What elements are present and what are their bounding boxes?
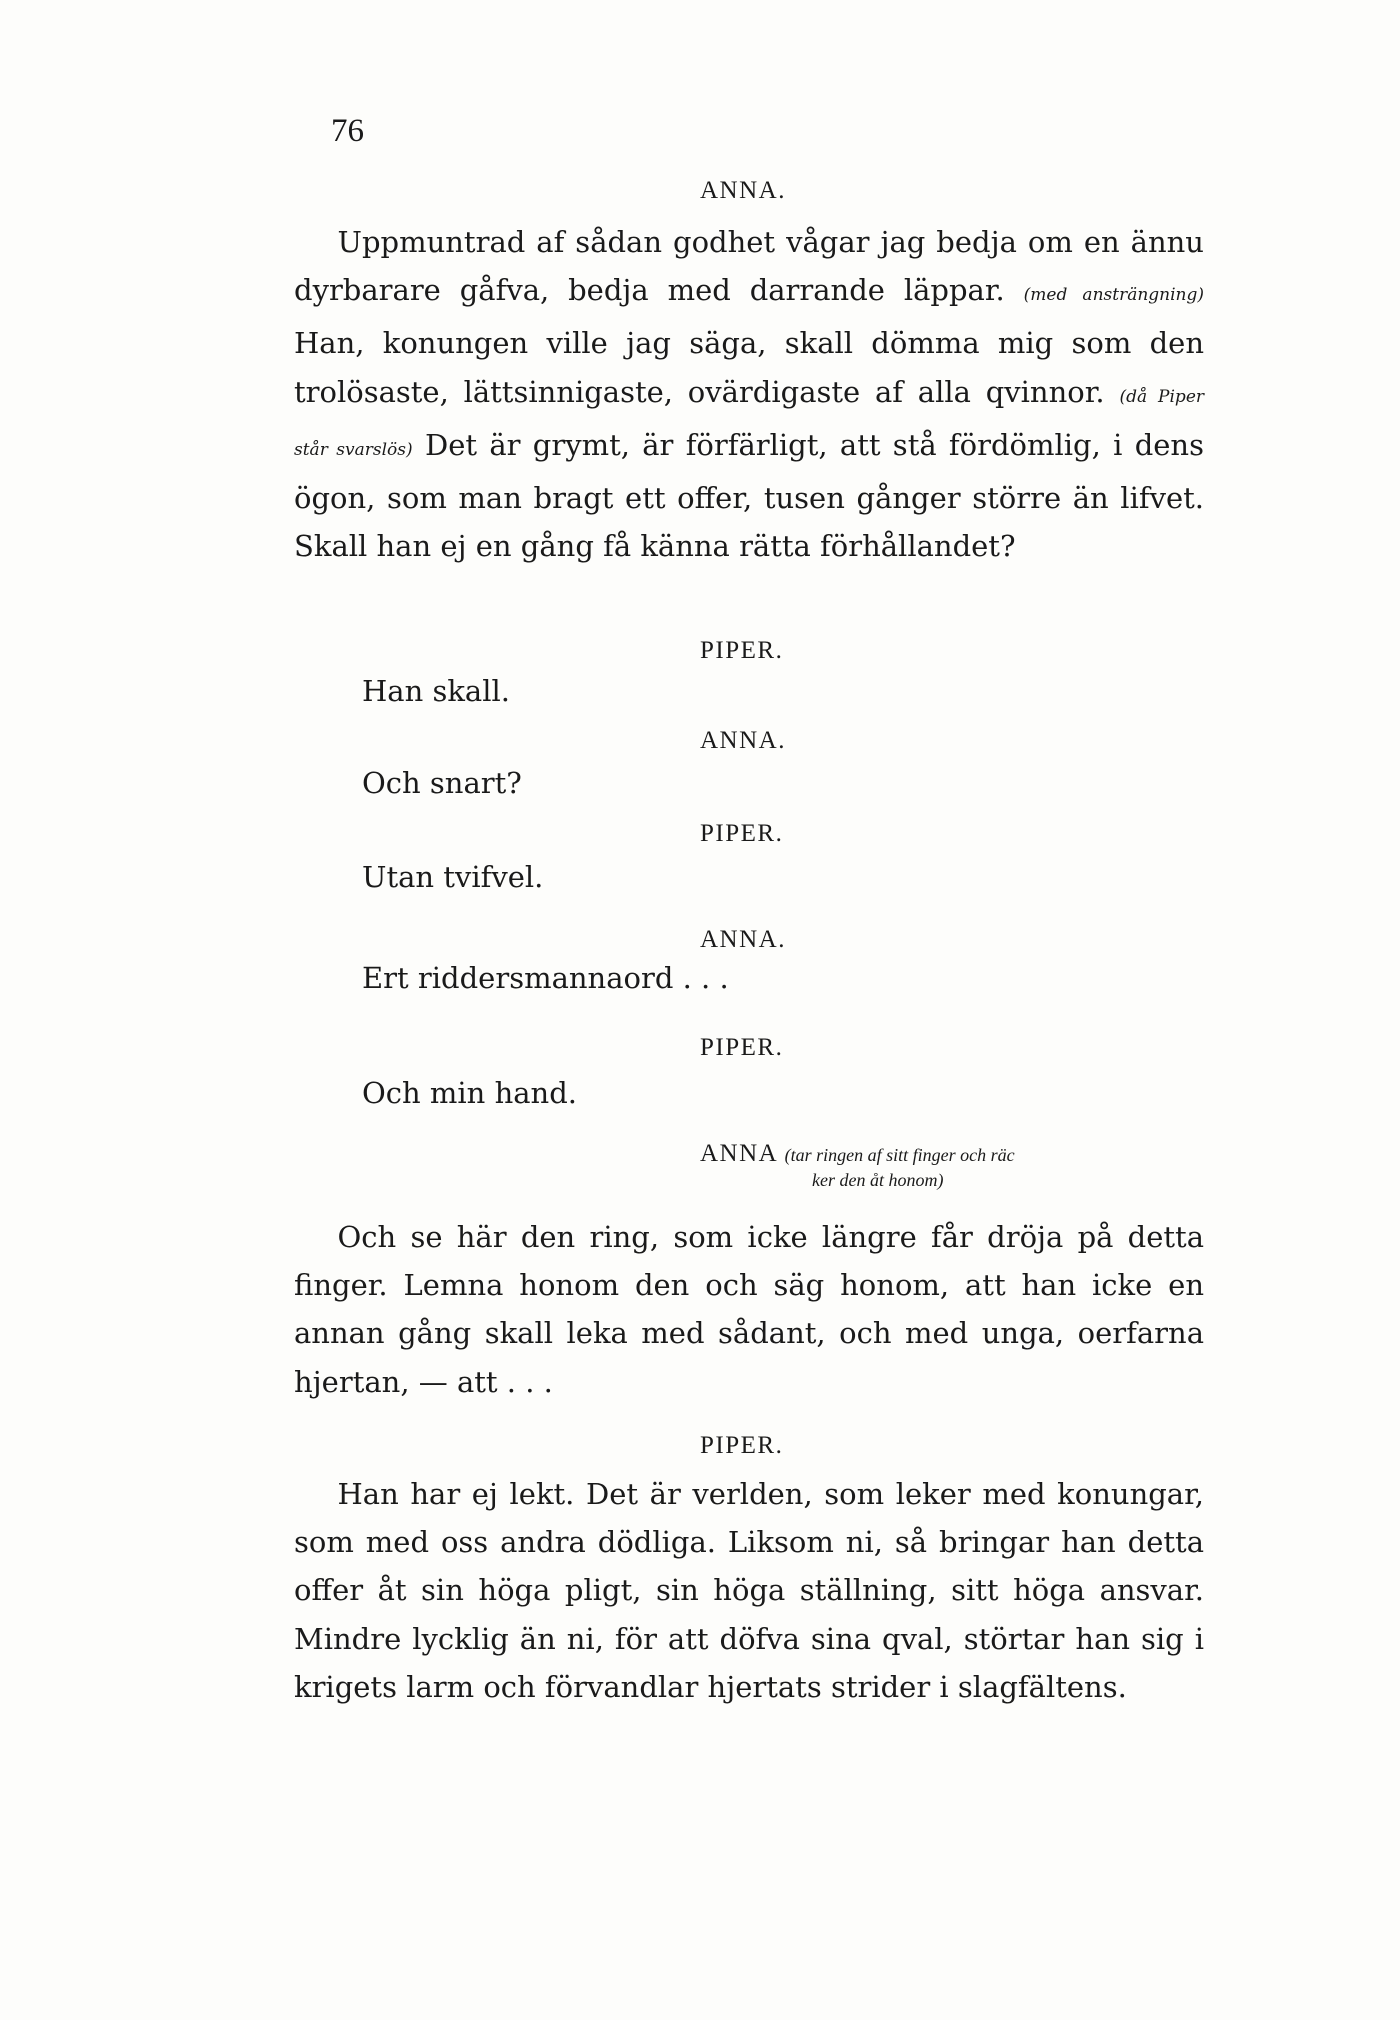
stage-direction: (då Piper står svarslös) [294, 386, 1205, 460]
dialogue-line: Och min hand. [362, 1076, 578, 1110]
dialogue-text: Och se här den ring, som icke längre får dröja på detta finger. Lemna honom den och säg honom, att han icke en annan gång skall leka med sådant, och med unga, oerfarna hjertan, — att . . . [294, 1220, 1204, 1399]
dialogue-paragraph [294, 218, 1204, 570]
dialogue-text: Han, konungen ville jag säga, skall dömma mig som den trolösaste, lättsinnigaste, ovärdigaste af alla qvinnor. [294, 326, 1204, 409]
speaker-label: ANNA. [700, 727, 786, 754]
speaker-label: PIPER. [700, 1034, 784, 1061]
stage-direction: (med ansträngning) [1023, 285, 1205, 306]
page-number: 76 [331, 113, 364, 149]
dialogue-text: Uppmuntrad af sådan godhet vågar jag bedja om en ännu dyrbarare gåfva, bedja med darrande läppar. [294, 225, 1204, 308]
dialogue-line: Och snart? [362, 766, 522, 800]
speaker-label: PIPER. [700, 1432, 784, 1459]
dialogue-line: Ert riddersmannaord . . . [362, 961, 729, 995]
dialogue-line: Han skall. [362, 674, 510, 708]
speaker-name: ANNA [700, 1140, 777, 1167]
dialogue-text: Det är grymt, är förfärligt, att stå fördömlig, i dens ögon, som man bragt ett offer, tusen gånger större än lifvet. Skall han ej en gång få känna rätta förhållandet? [294, 427, 1204, 564]
speaker-label: PIPER. [700, 637, 784, 664]
dialogue-text: Han har ej lekt. Det är verlden, som leker med konungar, som med oss andra dödliga. Liksom ni, så bringar han detta offer åt sin höga pligt, sin höga ställning, sitt höga ansvar. Mindre lycklig än ni, för att döfva sina qval, störtar han sig i krigets larm och förvandlar hjertats strider i slagfältens. [294, 1477, 1204, 1704]
speaker-label: ANNA. [700, 926, 786, 953]
stage-direction: ker den åt honom) [812, 1170, 944, 1190]
stage-direction: (tar ringen af sitt finger och räc [784, 1145, 1015, 1165]
dialogue-paragraph [294, 1213, 1204, 1406]
speaker-label: PIPER. [700, 820, 784, 847]
speaker-label: ANNA. [700, 177, 786, 204]
speaker-label [700, 1140, 1015, 1168]
dialogue-line: Utan tvifvel. [362, 860, 544, 894]
dialogue-paragraph [294, 1470, 1204, 1711]
